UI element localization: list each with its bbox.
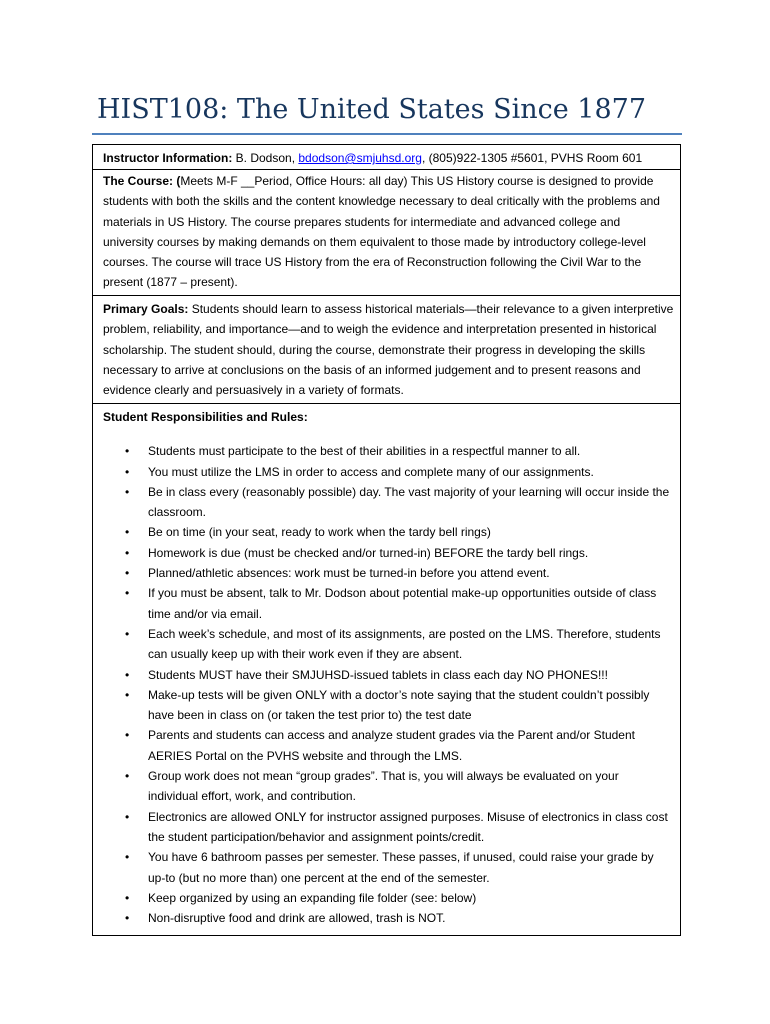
- bullet-icon: •: [125, 769, 130, 784]
- course-description-cell: [93, 170, 680, 296]
- instructor-label: Instructor Information:: [103, 151, 233, 165]
- instructor-contact: , (805)922-1305 #5601, PVHS Room 601: [421, 151, 643, 165]
- bullet-icon: •: [125, 890, 130, 905]
- bullet-icon: •: [125, 667, 130, 682]
- instructor-email-link[interactable]: bdodson@smjuhsd.org: [298, 151, 422, 165]
- list-item: • You must utilize the LMS in order to access and complete many of our assignments.: [103, 462, 674, 482]
- list-item: • Keep organized by using an expanding file folder (see: below): [103, 888, 674, 908]
- list-item: • Group work does not mean “group grades”. That is, you will always be evaluated on your individual effort, work, and contribution.: [103, 766, 674, 807]
- list-item: • Electronics are allowed ONLY for instructor assigned purposes. Misuse of electronics in class cost the student participation/behavior and assignment points/credit.: [103, 807, 674, 848]
- bullet-icon: •: [125, 484, 130, 499]
- rules-label: Student Responsibilities and Rules:: [103, 410, 308, 424]
- primary-goals-cell: [93, 296, 680, 404]
- bullet-icon: •: [125, 566, 130, 581]
- goals-text: Students should learn to assess historical materials—their relevance to a given interpretive problem, reliability, and importance—and to weigh the evidence and interpretation presented in historical scholarship. The student should, during the course, demonstrate their progress in developing the skills necessary to arrive at conclusions on the basis of an informed judgement and to present reasons and evidence clearly and persuasively in a variety of formats.: [103, 302, 674, 398]
- list-item: • Parents and students can access and analyze student grades via the Parent and/or Student AERIES Portal on the PVHS website and through the LMS.: [103, 725, 674, 766]
- list-item: • If you must be absent, talk to Mr. Dodson about potential make-up opportunities outside of class time and/or via email.: [103, 583, 674, 624]
- bullet-icon: •: [125, 464, 130, 479]
- instructor-name: B. Dodson,: [232, 151, 299, 165]
- list-item: • Homework is due (must be checked and/or turned-in) BEFORE the tardy bell rings.: [103, 543, 674, 563]
- list-item: • You have 6 bathroom passes per semester. These passes, if unused, could raise your grade by up-to (but no more than) one percent at the end of the semester.: [103, 847, 674, 888]
- rules-cell: [93, 404, 680, 935]
- list-item: • Non-disruptive food and drink are allowed, trash is NOT.: [103, 908, 674, 928]
- bullet-icon: •: [125, 444, 130, 459]
- bullet-icon: •: [125, 586, 130, 601]
- bullet-icon: •: [125, 525, 130, 540]
- bullet-icon: •: [125, 728, 130, 743]
- bullet-icon: •: [125, 687, 130, 702]
- list-item: • Students must participate to the best of their abilities in a respectful manner to all.: [103, 441, 674, 461]
- list-item: • Each week’s schedule, and most of its assignments, are posted on the LMS. Therefore, students can usually keep up with their work even if they are absent.: [103, 624, 674, 665]
- bullet-icon: •: [125, 545, 130, 560]
- list-item: • Planned/athletic absences: work must be turned-in before you attend event.: [103, 563, 674, 583]
- course-text: Meets M-F __Period, Office Hours: all day) This US History course is designed to provide students with both the skills and the content knowledge necessary to deal critically with the problems and materials in US History. The course prepares students for intermediate and advanced college and university courses by making demands on them equivalent to those made by introductory college-level courses. The course will trace US History from the era of Reconstruction following the Civil War to the present (1877 – present).: [103, 174, 660, 290]
- page-title: HIST108: The United States Since 1877: [97, 94, 646, 125]
- rules-list: [103, 441, 674, 928]
- bullet-icon: •: [125, 850, 130, 865]
- bullet-icon: •: [125, 809, 130, 824]
- goals-label: Primary Goals:: [103, 302, 189, 316]
- syllabus-table: [92, 144, 681, 936]
- list-item: • Students MUST have their SMJUHSD-issued tablets in class each day NO PHONES!!!: [103, 665, 674, 685]
- list-item: • Make-up tests will be given ONLY with a doctor’s note saying that the student couldn’t possibly have been in class on (or taken the test prior to) the test date: [103, 685, 674, 726]
- bullet-icon: •: [125, 911, 130, 926]
- title-underline: [92, 133, 682, 135]
- instructor-info-cell: [93, 145, 680, 170]
- course-label: The Course: (: [103, 174, 181, 188]
- list-item: • Be on time (in your seat, ready to work when the tardy bell rings): [103, 522, 674, 542]
- list-item: • Be in class every (reasonably possible) day. The vast majority of your learning will occur inside the classroom.: [103, 482, 674, 523]
- bullet-icon: •: [125, 626, 130, 641]
